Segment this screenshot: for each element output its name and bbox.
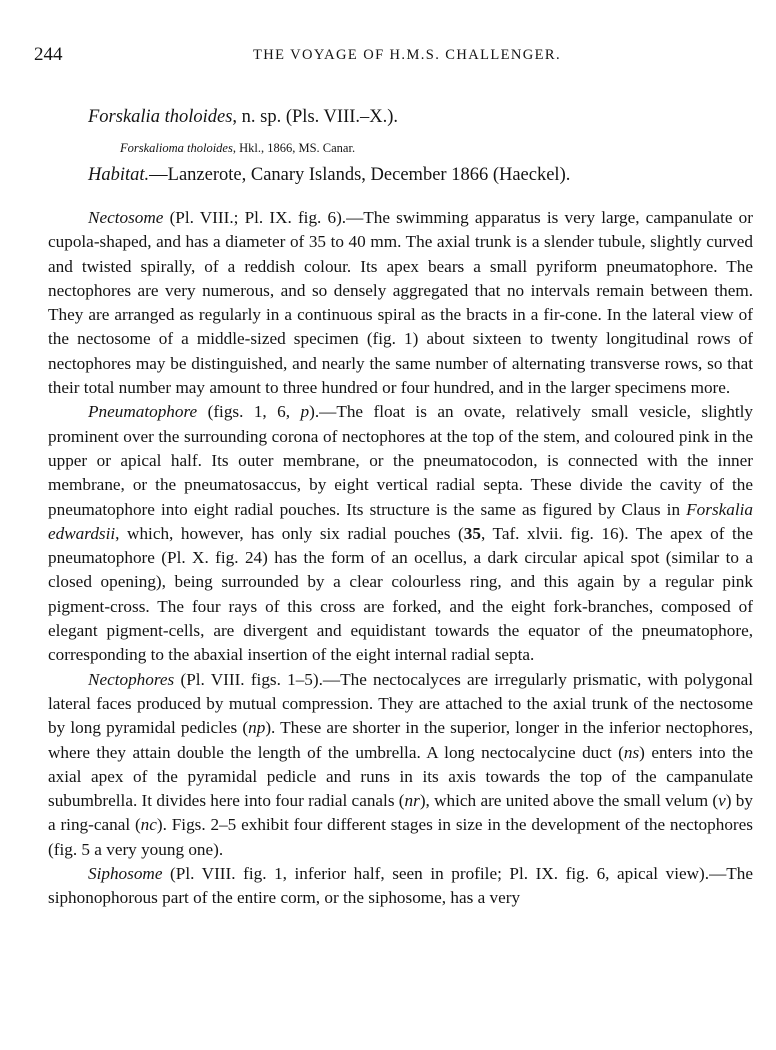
label-v: v (718, 791, 726, 811)
siphosome-text: (Pl. VIII. fig. 1, inferior half, seen in profile; Pl. IX. fig. 6, apical view).—The siphonophorous part of the entire corm, or the siphosome, has a very (48, 864, 753, 908)
nectophores-text-e: ) by a ring-canal ( (48, 791, 753, 835)
paragraph-pneumatophore (48, 400, 753, 667)
species-reference: Forskalia edwardsii (48, 499, 753, 543)
label-p: p (300, 402, 310, 422)
pneumatophore-text-a: (figs. 1, 6, (197, 402, 301, 422)
paragraph-siphosome (48, 862, 753, 911)
running-head: THE VOYAGE OF H.M.S. CHALLENGER. (253, 47, 561, 63)
nectophores-text-f: ). Figs. 2–5 exhibit four different stages in size in the development of the nectophores (fig. 5 a very young one). (48, 815, 753, 859)
term-nectosome: Nectosome (88, 208, 164, 227)
habitat-text: —Lanzerote, Canary Islands, December 1866 (Haeckel). (149, 165, 571, 185)
label-nr: nr (404, 791, 420, 811)
term-siphosome: Siphosome (88, 864, 163, 884)
body-text (48, 206, 753, 911)
paragraph-nectophores (48, 668, 753, 862)
pneumatophore-text-d: , Taf. xlvii. fig. 16). The apex of the pneumatophore (Pl. X. fig. 24) has the form of an ocellus, a dark circular apical spot (similar to a closed opening), being surrounded by a clear colourless ring, and this again by a regular pink pigment-cross. The four rays of this cross are forked, and the eight fork-branches, composed of elegant pigment-cells, are divergent and equidistant towards the equator of the pneumatophore, corresponding to the abaxial insertion of the eight internal radial septa. (48, 523, 754, 665)
term-nectophores: Nectophores (88, 669, 175, 689)
pneumatophore-text-c: , which, however, has only six radial pouches ( (115, 523, 464, 543)
nectophores-text-a: (Pl. VIII. figs. 1–5).—The nectocalyces are irregularly prismatic, with polygonal lateral faces produced by mutual compression. They are attached to the axial trunk of the nectosome by long pyramidal pedicles ( (48, 669, 753, 738)
habitat-label: Habitat. (88, 165, 150, 185)
species-name: Forskalia tholoides (88, 107, 233, 127)
label-nc: nc (140, 815, 157, 835)
species-heading (88, 107, 398, 128)
nectophores-text-c: ) enters into the axial apex of the pyramidal pedicle and runs in its axis towards the top of the campanulate subumbrella. It divides here into four radial canals ( (48, 742, 753, 811)
pneumatophore-text-b: ).—The float is an ovate, relatively small vesicle, slightly prominent over the surrounding corona of nectophores at the top of the stem, and coloured pink in the upper or apical half. Its outer membrane, or the pneumatocodon, is connected with the inner membrane, or the pneumatosaccus, by eight vertical radial septa. These divide the cavity of the pneumatophore into eight radial pouches. Its structure is the same as figured by Claus in (48, 402, 753, 519)
label-ns: ns (623, 742, 640, 762)
synonym-line (120, 141, 355, 156)
term-pneumatophore: Pneumatophore (88, 402, 198, 422)
nectophores-text-b: ). These are shorter in the superior, longer in the inferior nectophores, where they attain double the length of the umbrella. A long nectocalycine duct ( (48, 718, 754, 762)
bibliography-ref: 35 (463, 523, 481, 543)
page-number: 244 (34, 44, 63, 65)
nectosome-text: (Pl. VIII.; Pl. IX. fig. 6).—The swimming apparatus is very large, campanulate or cupola-shaped, and has a diameter of 35 to 40 mm. The axial trunk is a slender tubule, slightly curved and twisted spirally, of a reddish colour. Its apex bears a small pyriform pneumatophore. The nectophores are very numerous, and so densely aggregated that no intervals remain between them. They are arranged as regularly in a continuous spiral as the bracts in a fir-cone. In the lateral view of the nectosome of a middle-sized specimen (fig. 1) about sixteen to twenty longitudinal rows of nectophores may be distinguished, and nearly the same number of alternating transverse rows, so that their total number may amount to three hundred or four hundred, and in the larger specimens more. (48, 208, 753, 398)
label-np: np (248, 718, 266, 738)
nectophores-text-d: ), which are united above the small velum ( (419, 791, 719, 811)
habitat-line (88, 165, 570, 186)
paragraph-nectosome (48, 206, 753, 400)
page-header (34, 44, 750, 72)
synonym-name: Forskalioma tholoides (120, 141, 233, 155)
synonym-citation: , Hkl., 1866, MS. Canar. (232, 141, 356, 155)
species-plates: , n. sp. (Pls. VIII.–X.). (232, 107, 399, 127)
